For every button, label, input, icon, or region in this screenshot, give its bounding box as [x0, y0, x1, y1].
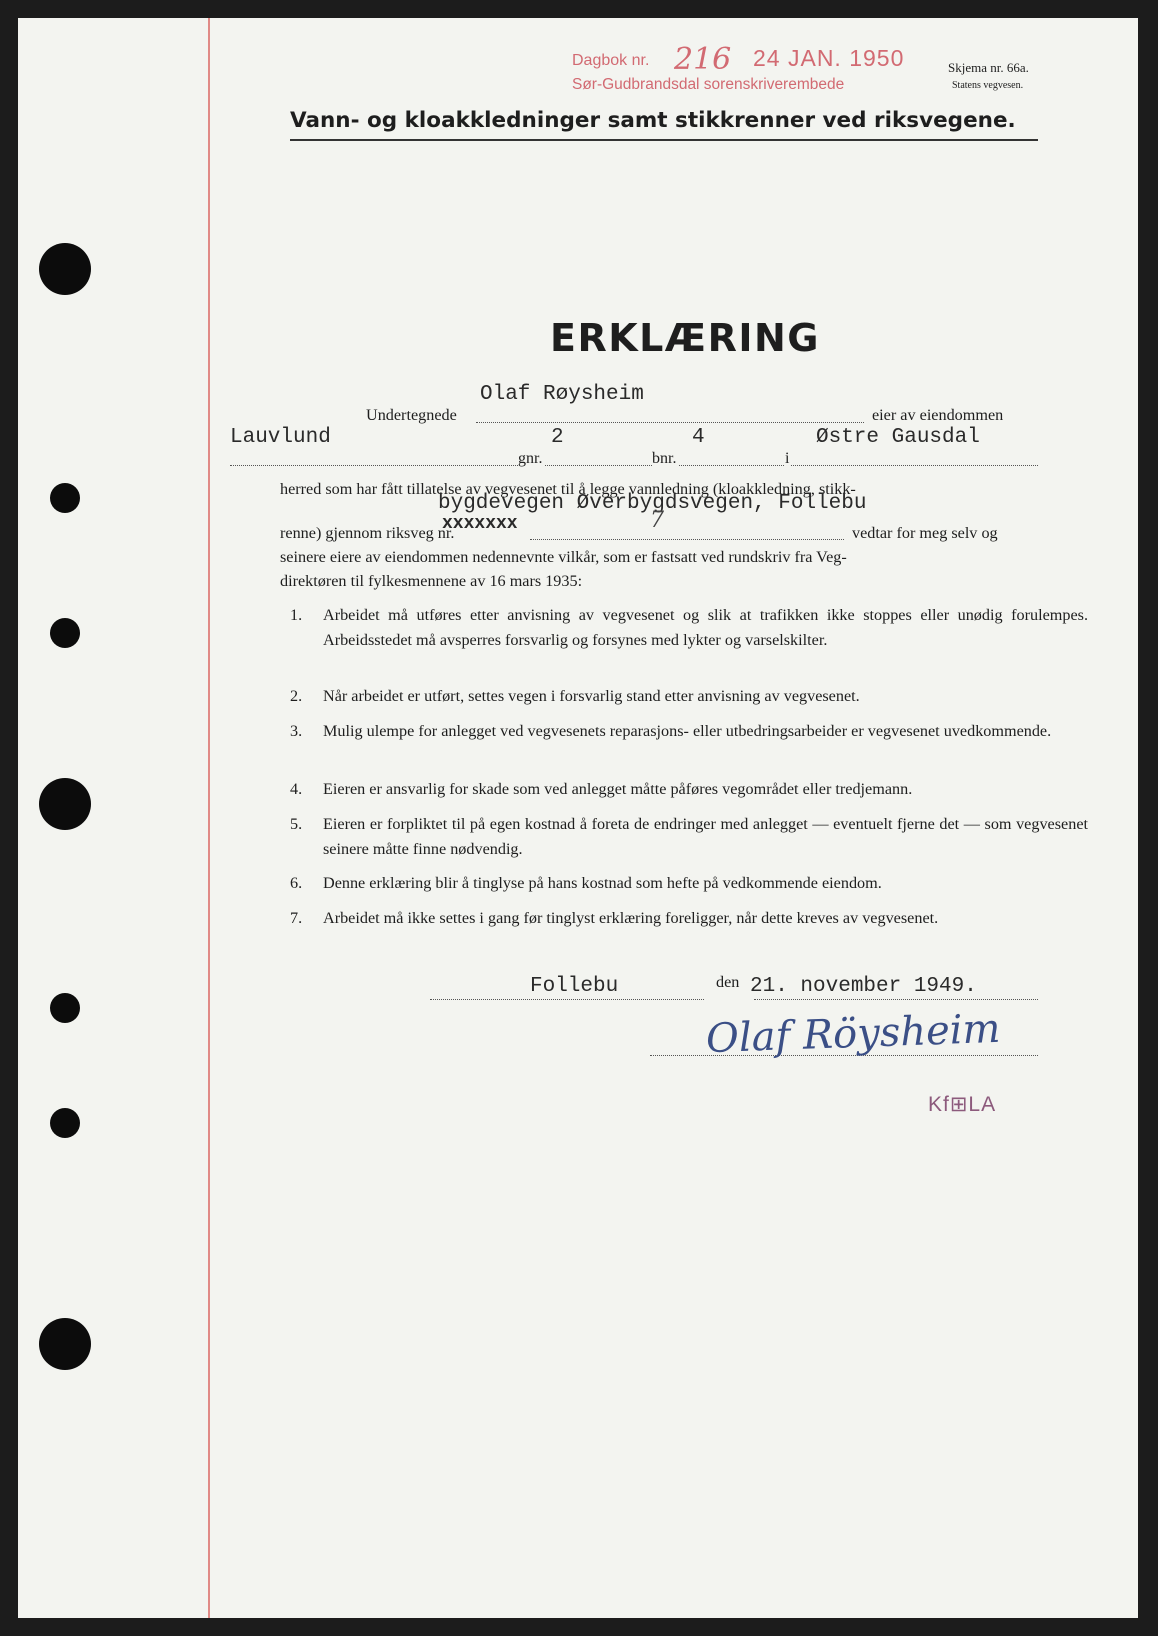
intro-line-2a: renne) gjennom riksveg nr. [280, 524, 455, 542]
riksveg-typed: xxxxxxx [442, 514, 518, 534]
signature: Olaf Röysheim [705, 1005, 1002, 1063]
punch-hole [50, 1108, 80, 1138]
initials-stamp: Kf⊞LA [928, 1093, 997, 1116]
intro-line-1: herred som har fått tillatelse av vegvesenet til å legge vannledning (kloakkledning, stikk- [280, 480, 856, 498]
property-name: Lauvlund [230, 426, 331, 449]
road-name-typed: bygdevegen Øverbygdsvegen, Follebu [438, 492, 867, 515]
in-label: i [785, 450, 790, 467]
punch-hole [39, 778, 91, 830]
bnr-value: 4 [692, 426, 705, 449]
municipality: Østre Gausdal [816, 426, 980, 449]
document-page: Dagbok nr. 216 24 JAN. 1950 Sør-Gudbrandsdal sorenskriverembede Skjema nr. 66a. Statens vegvesen. Vann- og kloakkledninger samt stikkrenner ved riksvegene. ERKLÆRING Olaf Røysheim Undertegnede eier av eiendommen Lauvlund 2 gnr. 4 bnr. Østre Gausdal i herred som har fått tillatelse av vegvesenet til å legge vannledning (kloakkledning, stikk- bygdevegen Øverbygdsvegen, Follebu renne) gjennom riksveg nr. xxxxxxx 7 vedtar for meg selv og seinere eiere av eiendommen nedennevnte vilkår, som er fastsatt ved rundskriv fra Veg- direktøren til fylkesmennene av 16 mars 1935: 1. Arbeidet må utføres etter anvisning av vegvesenet og slik at trafikken ikke stoppes eller unødig forulempes. Arbeidsstedet må avsperres forsvarlig og forsynes med lykter og varselskilter. 2. Når arbeidet er utført, settes vegen i forsvarlig stand etter anvisning av vegvesenet. 3. Mulig ulempe for anlegget ved vegvesenets reparasjons- eller utbedringsarbeider er vegvesenet uvedkommende. 4. Eieren er ansvarlig for skade som ved anlegget måtte påføres vegområdet eller tredjemann. 5. Eieren er forpliktet til på egen kostnad å foreta de endringer med anlegget — eventuelt fjerne det — som vegvesenet seinere måtte finne nødvendig. 6. Denne erklæring blir å tinglyse på hans kostnad som hefte på vedkommende eiendom. 7. Arbeidet må ikke settes i gang før tinglyst erklæring foreligger, når dette kreves av vegvesenet. Follebu den 21. november 1949. Olaf Röysheim Kf⊞LA [18, 18, 1138, 1618]
punch-hole [39, 1318, 91, 1370]
form-heading: Vann- og kloakkledninger samt stikkrenner ved riksvegene. [290, 108, 1016, 133]
punch-hole [39, 243, 91, 295]
dagbok-label: Dagbok nr. [572, 52, 650, 69]
gnr-label: gnr. [518, 450, 543, 467]
undersigned-name: Olaf Røysheim [480, 383, 644, 406]
gnr-value: 2 [551, 426, 564, 449]
red-margin-line [208, 18, 210, 1618]
punch-hole [50, 993, 80, 1023]
document-title: ERKLÆRING [550, 316, 820, 360]
punch-hole [50, 483, 80, 513]
signing-place: Follebu [530, 975, 619, 998]
undersigned-label: Undertegnede [366, 406, 457, 424]
riksveg-handwritten: 7 [650, 508, 664, 533]
dagbok-number: 216 [674, 42, 732, 77]
heading-underline [290, 139, 1038, 141]
intro-line-3: seinere eiere av eiendommen nedennevnte vilkår, som er fastsatt ved rundskriv fra Veg- [280, 548, 847, 566]
owner-label: eier av eiendommen [872, 406, 1004, 424]
signing-date: 21. november 1949. [750, 975, 977, 998]
bnr-label: bnr. [652, 450, 677, 467]
intro-line-2b: vedtar for meg selv og [852, 524, 998, 542]
den-label: den [716, 973, 740, 991]
punch-hole [50, 618, 80, 648]
schema-issuer: Statens vegvesen. [952, 80, 1024, 91]
stamp-office: Sør-Gudbrandsdal sorenskriverembede [572, 76, 845, 93]
stamp-date: 24 JAN. 1950 [753, 45, 905, 71]
schema-number: Skjema nr. 66a. [948, 60, 1029, 75]
intro-line-4: direktøren til fylkesmennene av 16 mars 1935: [280, 572, 583, 590]
